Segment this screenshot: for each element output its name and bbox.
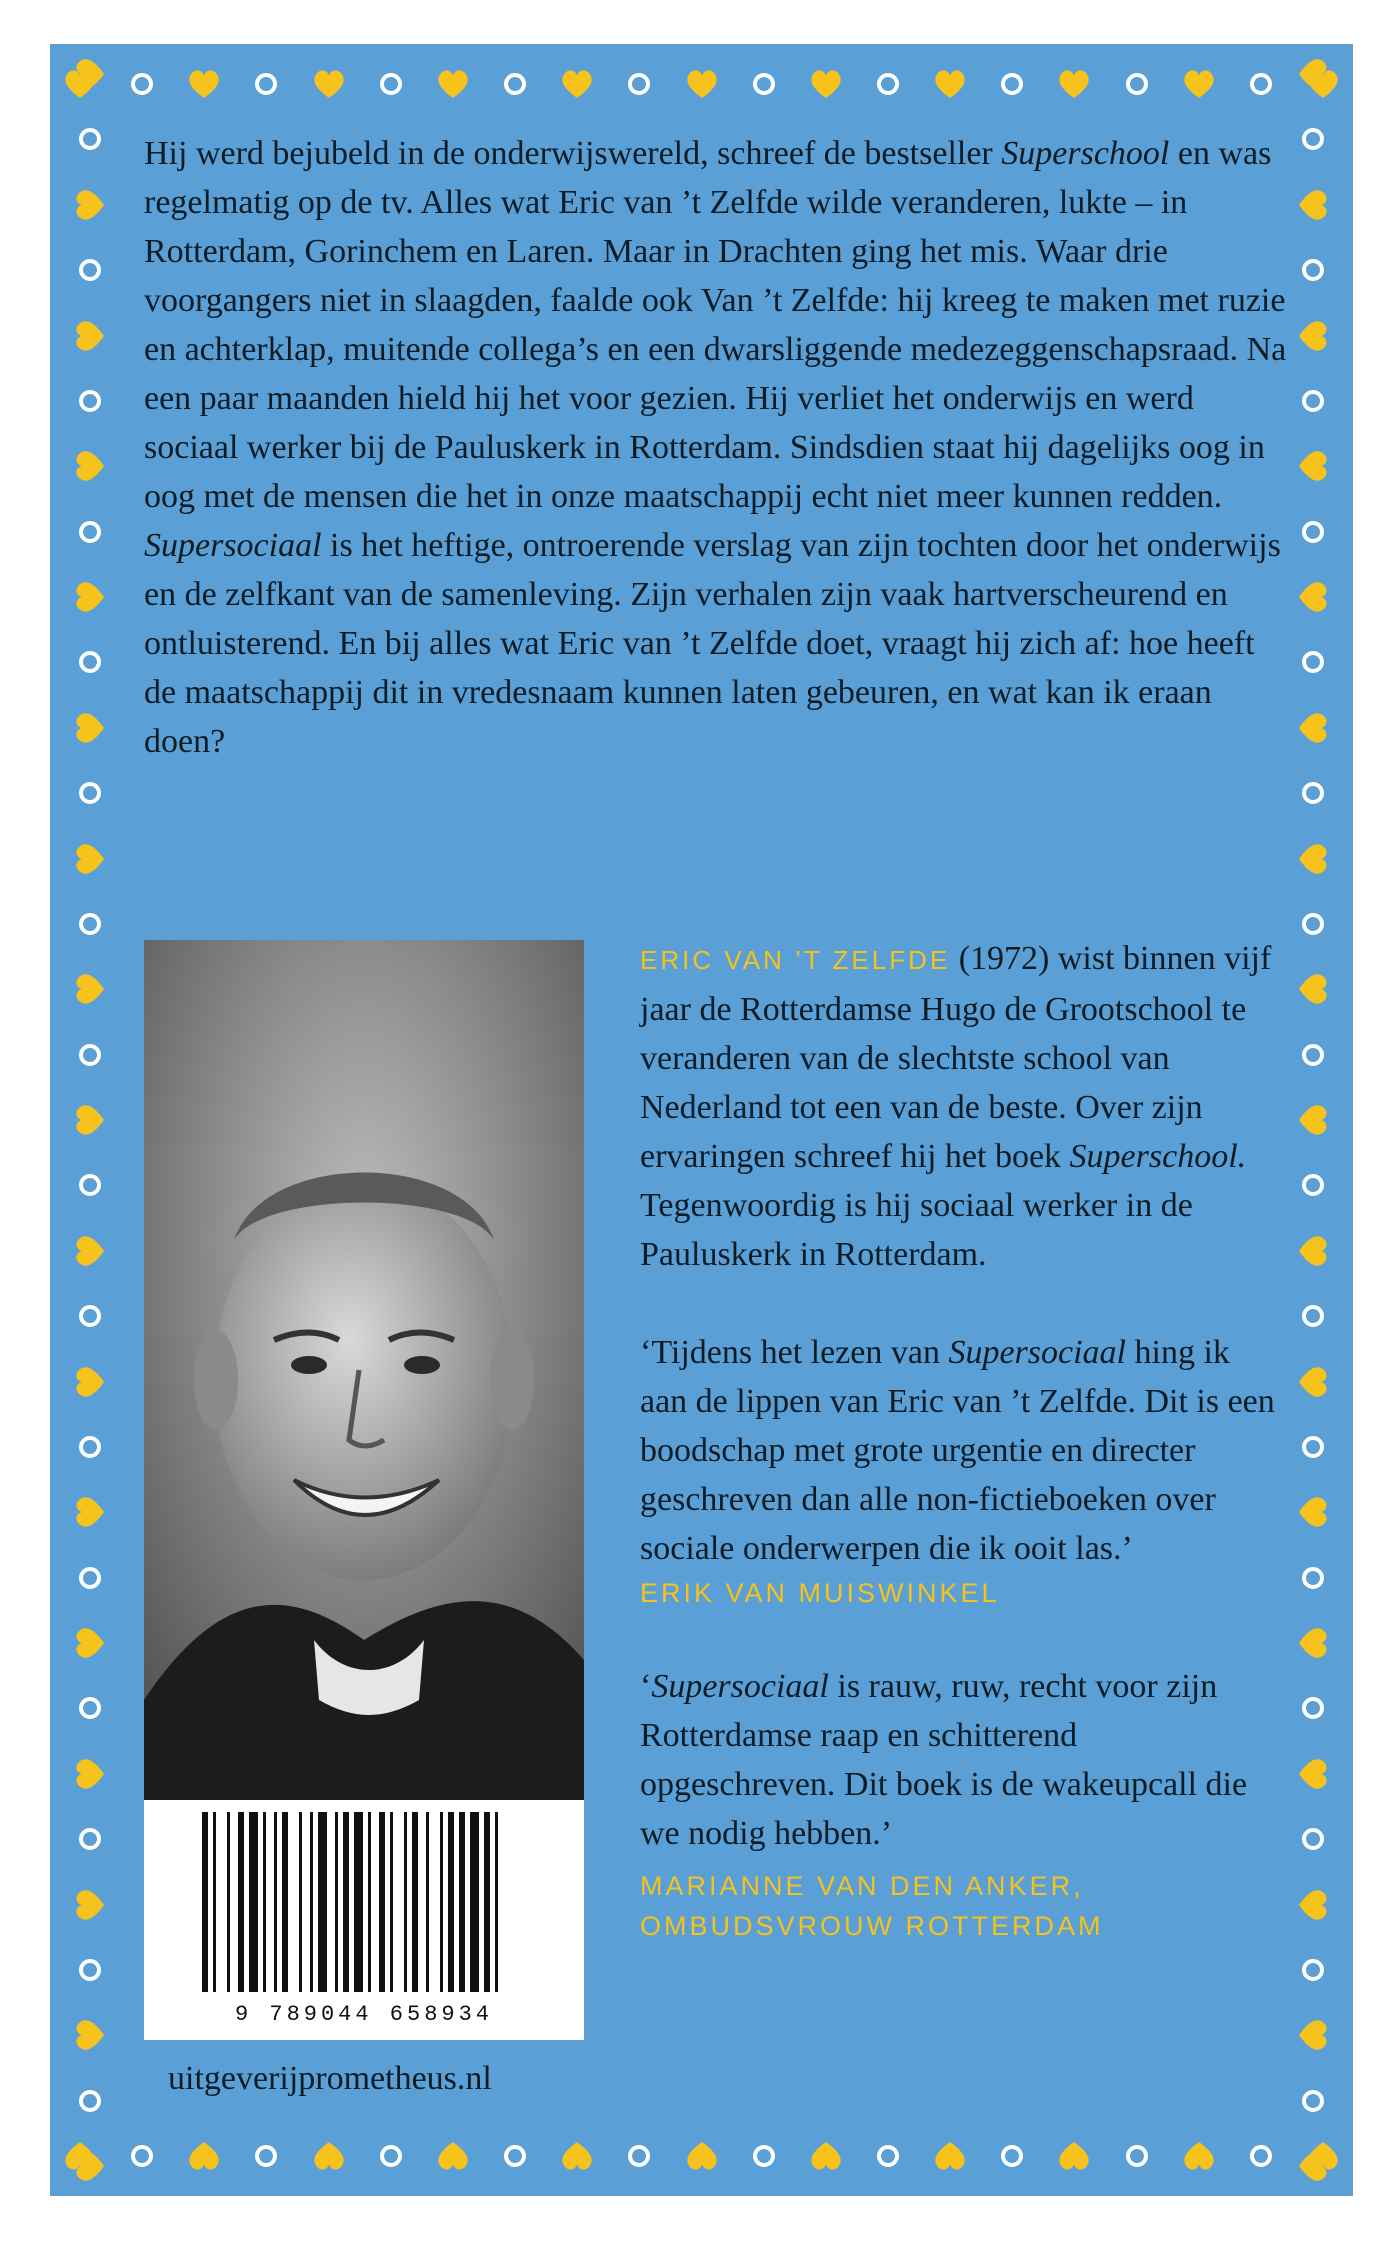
heart-icon — [1293, 839, 1333, 879]
blurb-text: en was regelmatig op de tv. Alles wat Eric van ’t Zelfde wilde veranderen, lukte – in Rotterdam, Gorinchem en Laren. Maar in Drachten ging het mis. Waar drie voorgangers niet in slaagden, faalde ook Van ’t Zelfde: hij kreeg te maken met ruzie en achterklap, muitende collega’s en een dwarsliggende medezeggenschapsraad. Na een paar maanden hield hij het voor gezien. Hij verliet het onderwijs en werd sociaal werker bij de Pauluskerk in Rotterdam. Sindsdien staat hij dagelijks oog in oog met de mensen die het in onze maatschappij echt niet meer kunnen redden. — [144, 135, 1287, 515]
heart-icon — [1293, 1623, 1333, 1663]
heart-icon — [557, 64, 597, 104]
barcode-bar — [459, 1812, 465, 1992]
barcode-bar — [470, 1812, 479, 1992]
circle-icon — [1293, 119, 1333, 159]
heart-icon — [1293, 1362, 1333, 1402]
heart-icon — [70, 1362, 110, 1402]
book-title-supersociaal: Supersociaal — [651, 1668, 829, 1705]
circle-icon — [246, 64, 286, 104]
heart-icon — [1293, 54, 1333, 94]
bottom-border-ornaments — [50, 2116, 1353, 2196]
heart-icon — [70, 1754, 110, 1794]
circle-icon — [744, 64, 784, 104]
heart-icon — [1293, 1231, 1333, 1271]
quote-2-attribution — [640, 1866, 1280, 1946]
barcode-bar — [282, 1812, 288, 1992]
barcode-bar — [274, 1812, 277, 1992]
barcode-bar — [343, 1812, 349, 1992]
attribution-line: MARIANNE VAN DEN ANKER, — [640, 1871, 1084, 1901]
quote-text: ‘ — [640, 1668, 652, 1705]
heart-icon — [70, 577, 110, 617]
heart-icon — [806, 64, 846, 104]
heart-icon — [184, 64, 224, 104]
quote-text: is rauw, ruw, recht voor zijn Rotterdamse raap en schitterend opgeschreven. Dit boek is de wakeupcall die we nodig hebben.’ — [640, 1668, 1248, 1852]
circle-icon — [1293, 1558, 1333, 1598]
barcode-bar — [263, 1812, 266, 1992]
circle-icon — [1293, 250, 1333, 290]
barcode-bar — [335, 1812, 338, 1992]
circle-icon — [70, 1558, 110, 1598]
barcode-digits: 9 789044 658934 — [234, 2002, 494, 2027]
barcode-bar — [484, 1812, 490, 1992]
circle-icon — [371, 64, 411, 104]
barcode-bar — [426, 1812, 429, 1992]
circle-icon — [1293, 1950, 1333, 1990]
review-quote-1 — [640, 1328, 1280, 1573]
circle-icon — [70, 773, 110, 813]
barcode-bar — [318, 1812, 327, 1992]
heart-icon — [70, 2146, 110, 2186]
heart-icon — [1293, 446, 1333, 486]
blurb-paragraph-2 — [144, 521, 1294, 766]
top-border-ornaments — [50, 44, 1353, 124]
heart-icon — [1179, 2136, 1219, 2176]
author-name: ERIC VAN ’T ZELFDE — [640, 945, 951, 975]
barcode-bar — [448, 1812, 454, 1992]
heart-icon — [682, 2136, 722, 2176]
circle-icon — [992, 64, 1032, 104]
heart-icon — [70, 2015, 110, 2055]
heart-icon — [1293, 185, 1333, 225]
heart-icon — [682, 64, 722, 104]
circle-icon — [70, 2081, 110, 2121]
circle-icon — [70, 381, 110, 421]
circle-icon — [619, 64, 659, 104]
heart-icon — [557, 2136, 597, 2176]
book-title-superschool: Superschool. — [1069, 1138, 1247, 1175]
book-title-supersociaal: Supersociaal — [948, 1334, 1127, 1371]
circle-icon — [70, 1427, 110, 1467]
quote-1-attribution: ERIK VAN MUISWINKEL — [640, 1578, 1000, 1608]
heart-icon — [1054, 64, 1094, 104]
heart-icon — [1293, 2146, 1333, 2186]
author-photo-with-barcode — [144, 940, 584, 2040]
circle-icon — [1293, 1035, 1333, 1075]
circle-icon — [70, 1950, 110, 1990]
attribution-line: OMBUDSVROUW ROTTERDAM — [640, 1911, 1104, 1941]
barcode-bar — [238, 1812, 244, 1992]
circle-icon — [70, 250, 110, 290]
barcode-bar — [368, 1812, 371, 1992]
barcode-bar — [440, 1812, 443, 1992]
blurb-text: Hij werd bejubeld in de onderwijswereld, schreef de bestseller — [144, 135, 1002, 172]
circle-icon — [70, 642, 110, 682]
author-bio-and-quotes — [640, 934, 1280, 1946]
heart-icon — [930, 2136, 970, 2176]
blurb-text: is het heftige, ontroerende verslag van zijn tochten door het onderwijs en de zelfkant van de samenleving. Zijn verhalen zijn vaak hartverscheurend en ontluisterend. En bij alles wat Eric van ’t Zelfde doet, vraagt hij zich af: hoe heeft de maatschappij dit in vredesnaam kunnen laten gebeuren, en wat kan ik eraan doen? — [144, 527, 1281, 760]
heart-icon — [1293, 577, 1333, 617]
circle-icon — [70, 1688, 110, 1728]
circle-icon — [1293, 1688, 1333, 1728]
barcode-bar — [213, 1812, 216, 1992]
heart-icon — [433, 2136, 473, 2176]
author-portrait — [144, 940, 584, 2040]
circle-icon — [1293, 1296, 1333, 1336]
barcode-bar — [310, 1812, 313, 1992]
book-title-supersociaal: Supersociaal — [144, 527, 322, 564]
circle-icon — [495, 64, 535, 104]
left-border-ornaments — [50, 44, 130, 2196]
publisher-url[interactable]: uitgeverijprometheus.nl — [168, 2060, 492, 2097]
heart-icon — [184, 2136, 224, 2176]
heart-icon — [70, 446, 110, 486]
heart-icon — [806, 2136, 846, 2176]
barcode-bar — [404, 1812, 407, 1992]
barcode-bar — [495, 1812, 498, 1992]
book-title-superschool: Superschool — [1001, 135, 1170, 172]
blurb-paragraph-1 — [144, 129, 1294, 521]
heart-icon — [70, 969, 110, 1009]
circle-icon — [70, 1035, 110, 1075]
heart-icon — [1293, 1754, 1333, 1794]
circle-icon — [868, 64, 908, 104]
heart-icon — [70, 1231, 110, 1271]
quote-text: ‘Tijdens het lezen van — [640, 1334, 949, 1371]
heart-icon — [70, 708, 110, 748]
heart-icon — [70, 1885, 110, 1925]
circle-icon — [70, 904, 110, 944]
heart-icon — [70, 1100, 110, 1140]
circle-icon — [246, 2136, 286, 2176]
heart-icon — [70, 316, 110, 356]
barcode-bar — [379, 1812, 385, 1992]
heart-icon — [1293, 969, 1333, 1009]
heart-icon — [1293, 1885, 1333, 1925]
circle-icon — [1293, 642, 1333, 682]
heart-icon — [433, 64, 473, 104]
quote-text: hing ik aan de lippen van Eric van ’t Zelfde. Dit is een boodschap met grote urgentie en directer geschreven dan alle non-fictieboeken over sociale onderwerpen die ik ooit las.’ — [640, 1334, 1275, 1567]
barcode-bar — [354, 1812, 363, 1992]
heart-icon — [1293, 1100, 1333, 1140]
circle-icon — [70, 119, 110, 159]
barcode-bar — [412, 1812, 418, 1992]
heart-icon — [1293, 1492, 1333, 1532]
circle-icon — [371, 2136, 411, 2176]
circle-icon — [1117, 2136, 1157, 2176]
barcode-bar — [202, 1812, 208, 1992]
barcode-bar — [227, 1812, 230, 1992]
author-bio — [640, 934, 1280, 1279]
circle-icon — [1293, 381, 1333, 421]
heart-icon — [70, 54, 110, 94]
heart-icon — [1054, 2136, 1094, 2176]
heart-icon — [70, 1492, 110, 1532]
circle-icon — [1293, 1165, 1333, 1205]
book-back-cover — [50, 44, 1353, 2196]
heart-icon — [309, 64, 349, 104]
circle-icon — [1293, 2081, 1333, 2121]
heart-icon — [70, 839, 110, 879]
circle-icon — [70, 1165, 110, 1205]
circle-icon — [70, 1819, 110, 1859]
heart-icon — [70, 185, 110, 225]
circle-icon — [619, 2136, 659, 2176]
heart-icon — [1293, 2015, 1333, 2055]
circle-icon — [1293, 904, 1333, 944]
bio-text: Tegenwoordig is hij sociaal werker in de Pauluskerk in Rotterdam. — [640, 1187, 1193, 1273]
heart-icon — [1293, 708, 1333, 748]
circle-icon — [868, 2136, 908, 2176]
heart-icon — [1293, 316, 1333, 356]
back-cover-blurb — [144, 129, 1294, 766]
review-quote-2 — [640, 1662, 1280, 1858]
bio-text: (1972) wist binnen vijf jaar de Rotterdamse Hugo de Grootschool te veranderen van de slechtste school van Nederland tot een van de beste. Over zijn ervaringen schreef hij het boek — [640, 940, 1272, 1175]
circle-icon — [70, 512, 110, 552]
heart-icon — [930, 64, 970, 104]
circle-icon — [1293, 1427, 1333, 1467]
circle-icon — [495, 2136, 535, 2176]
barcode-bar — [390, 1812, 393, 1992]
circle-icon — [1293, 1819, 1333, 1859]
heart-icon — [1179, 64, 1219, 104]
circle-icon — [1117, 64, 1157, 104]
circle-icon — [70, 1296, 110, 1336]
barcode-bar — [299, 1812, 302, 1992]
circle-icon — [992, 2136, 1032, 2176]
circle-icon — [1293, 512, 1333, 552]
heart-icon — [70, 1623, 110, 1663]
circle-icon — [744, 2136, 784, 2176]
heart-icon — [309, 2136, 349, 2176]
circle-icon — [1293, 773, 1333, 813]
barcode-bar — [249, 1812, 258, 1992]
